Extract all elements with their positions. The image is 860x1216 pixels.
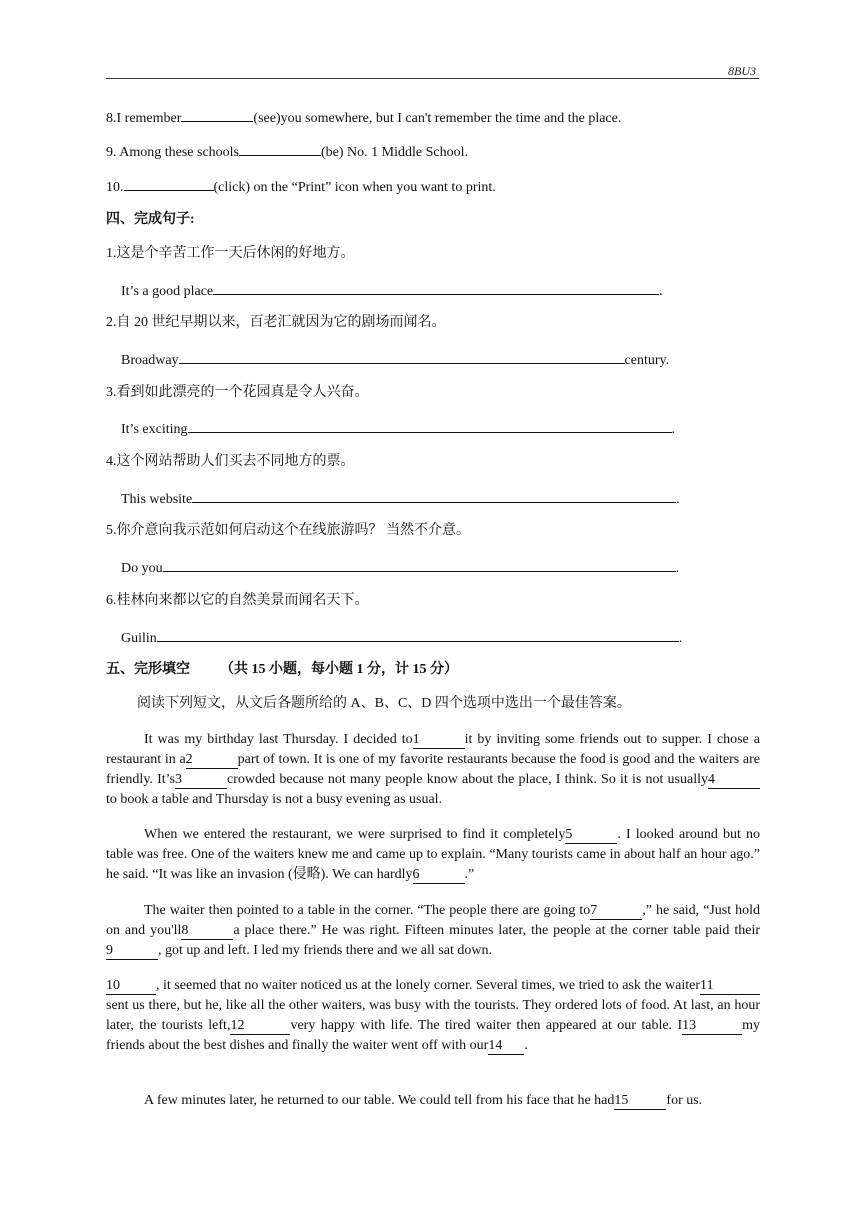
cloze-blank[interactable]: 1	[413, 732, 465, 749]
cloze-blank[interactable]: 6	[413, 867, 465, 884]
answer-line[interactable]	[213, 280, 659, 295]
exercise-8: 8.I remember (see)you somewhere, but I can't remember the time and the place.	[106, 107, 621, 128]
cloze-blank[interactable]: 11	[700, 978, 760, 995]
cloze-paragraph-2: When we entered the restaurant, we were surprised to find it completely5 . I looked around but no table was free. One of the waiters knew me and came up to explain. “Many tourists came in about half an hour ago.” he said. “It was like an invasion (侵略). We can hardly6 .”	[106, 827, 761, 882]
answer-line[interactable]	[192, 488, 676, 503]
section-title-complete-sentences: 四、完成句子:	[106, 212, 195, 227]
sentence-5-chinese: 5.你介意向我示范如何启动这个在线旅游吗？ 当然不介意。	[106, 523, 470, 538]
sentence-2-chinese: 2.自 20 世纪早期以来，百老汇就因为它的剧场而闻名。	[106, 315, 446, 330]
sentence-6-chinese: 6.桂林向来都以它的自然美景而闻名天下。	[106, 593, 369, 608]
sentence-6-answer: Guilin .	[121, 627, 682, 648]
cloze-blank[interactable]: 4	[708, 772, 760, 789]
cloze-paragraph-4: 10 , it seemed that no waiter noticed us at the lonely corner. Several times, we tried to ask the waiter11sent us there, but he, like all the other waiters, was busy with the tourists. They ordered lots of food. At last, an hour later, the tourists left,12 very happy with life. The tired waiter then appeared at our table. I13 my friends about the best dishes and finally the waiter went off with our14 .	[106, 978, 760, 1053]
sentence-3-chinese: 3.看到如此漂亮的一个花园真是令人兴奋。	[106, 385, 369, 400]
cloze-paragraph-3: The waiter then pointed to a table in the corner. “The people there are going to7 ,” he said, “Just hold on and you'll8 a place there.” He was right. Fifteen minutes later, the people at the corner table paid their9 , got up and left. I led my friends there and we all sat down.	[106, 903, 760, 958]
answer-blank[interactable]	[239, 141, 321, 156]
cloze-blank[interactable]: 14	[488, 1038, 524, 1055]
cloze-paragraph-5: A few minutes later, he returned to our table. We could tell from his face that he had15 for us.	[144, 1093, 703, 1108]
cloze-blank[interactable]: 12	[230, 1018, 290, 1035]
cloze-blank[interactable]: 2	[186, 752, 238, 769]
answer-line[interactable]	[157, 627, 679, 642]
exercise-9: 9. Among these schools (be) No. 1 Middle School.	[106, 141, 468, 162]
cloze-paragraph-1: It was my birthday last Thursday. I decided to1 it by inviting some friends out to supper. I chose a restaurant in a2 part of town. It is one of my favorite restaurants because the food is good and the waiters are friendly. It’s3 crowded because not many people know about the place, I think. So it is not usually4to book a table and Thursday is not a busy evening as usual.	[106, 732, 761, 807]
answer-line[interactable]	[163, 557, 676, 572]
sentence-2-answer: Broadway century.	[121, 349, 669, 370]
answer-line[interactable]	[188, 418, 672, 433]
sentence-4-answer: This website .	[121, 488, 680, 509]
sentence-1-chinese: 1.这是个辛苦工作一天后休闲的好地方。	[106, 246, 355, 261]
cloze-blank[interactable]: 8	[181, 923, 233, 940]
section-scoring-note: （共 15 小题，每小题 1 分，计 15 分）	[220, 662, 458, 677]
exercise-10: 10. (click) on the “Print” icon when you want to print.	[106, 176, 496, 197]
cloze-blank[interactable]: 7	[590, 903, 642, 920]
section-title-cloze: 五、完形填空 （共 15 小题，每小题 1 分，计 15 分）	[106, 662, 458, 677]
answer-blank[interactable]	[124, 176, 214, 191]
header-tag: 8BU3	[728, 64, 756, 78]
header-rule	[106, 78, 759, 79]
sentence-4-chinese: 4.这个网站帮助人们买去不同地方的票。	[106, 454, 355, 469]
cloze-blank[interactable]: 15	[614, 1093, 666, 1110]
cloze-blank[interactable]: 9	[106, 943, 158, 960]
answer-blank[interactable]	[181, 107, 253, 122]
sentence-3-answer: It’s exciting .	[121, 418, 675, 439]
sentence-5-answer: Do you .	[121, 557, 679, 578]
cloze-blank[interactable]: 3	[175, 772, 227, 789]
answer-line[interactable]	[179, 349, 625, 364]
cloze-blank[interactable]: 10	[106, 978, 156, 995]
sentence-1-answer: It’s a good place .	[121, 280, 663, 301]
cloze-instruction: 阅读下列短文，从文后各题所给的 A、B、C、D 四个选项中选出一个最佳答案。	[137, 696, 631, 711]
cloze-blank[interactable]: 13	[682, 1018, 742, 1035]
cloze-blank[interactable]: 5	[565, 827, 617, 844]
